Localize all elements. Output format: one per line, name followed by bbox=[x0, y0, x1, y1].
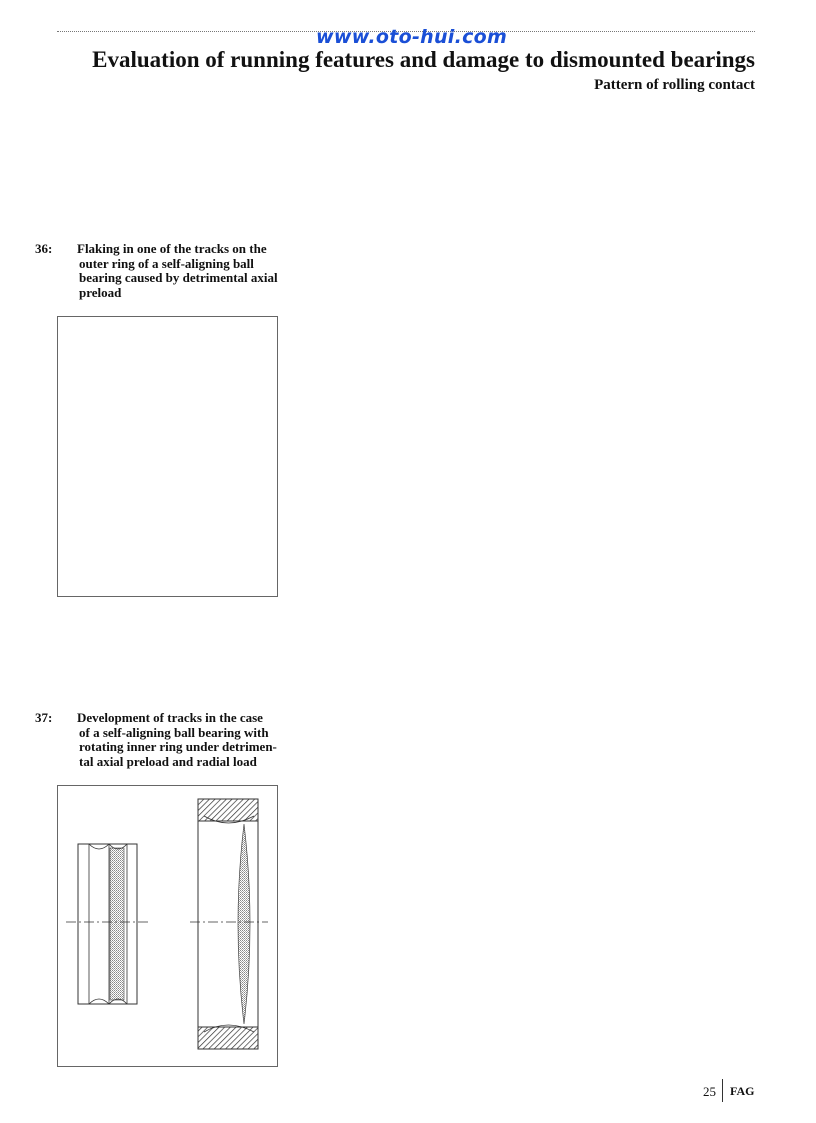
page-title: Evaluation of running features and damage to dismounted bearings bbox=[92, 47, 755, 72]
figure-36-number: 36: bbox=[35, 241, 53, 256]
bearing-track-diagram bbox=[58, 786, 277, 1066]
footer-separator bbox=[722, 1079, 723, 1102]
caption-line: rotating inner ring under detrimen- bbox=[79, 739, 277, 754]
figure-37-image-frame bbox=[57, 785, 278, 1067]
outer-ring-view bbox=[190, 799, 268, 1049]
caption-line: bearing caused by detrimental axial bbox=[79, 270, 278, 285]
watermark-link[interactable]: www.oto-hui.com bbox=[316, 26, 508, 48]
caption-line: Flaking in one of the tracks on the bbox=[77, 241, 267, 256]
figure-36-caption bbox=[35, 241, 279, 300]
page-subtitle: Pattern of rolling contact bbox=[594, 77, 755, 93]
caption-line: of a self-aligning ball bearing with bbox=[79, 724, 269, 740]
page-number: 25 bbox=[703, 1084, 716, 1099]
figure-37-number: 37: bbox=[35, 710, 53, 725]
figure-36-image-frame bbox=[57, 316, 278, 597]
figure-37-caption bbox=[35, 710, 279, 769]
brand-label: FAG bbox=[730, 1084, 755, 1098]
caption-line: preload bbox=[79, 284, 122, 300]
inner-ring-view bbox=[66, 844, 150, 1004]
caption-line: tal axial preload and radial load bbox=[79, 753, 257, 769]
caption-line: outer ring of a self-aligning ball bbox=[79, 255, 254, 271]
caption-line: Development of tracks in the case bbox=[77, 710, 263, 725]
